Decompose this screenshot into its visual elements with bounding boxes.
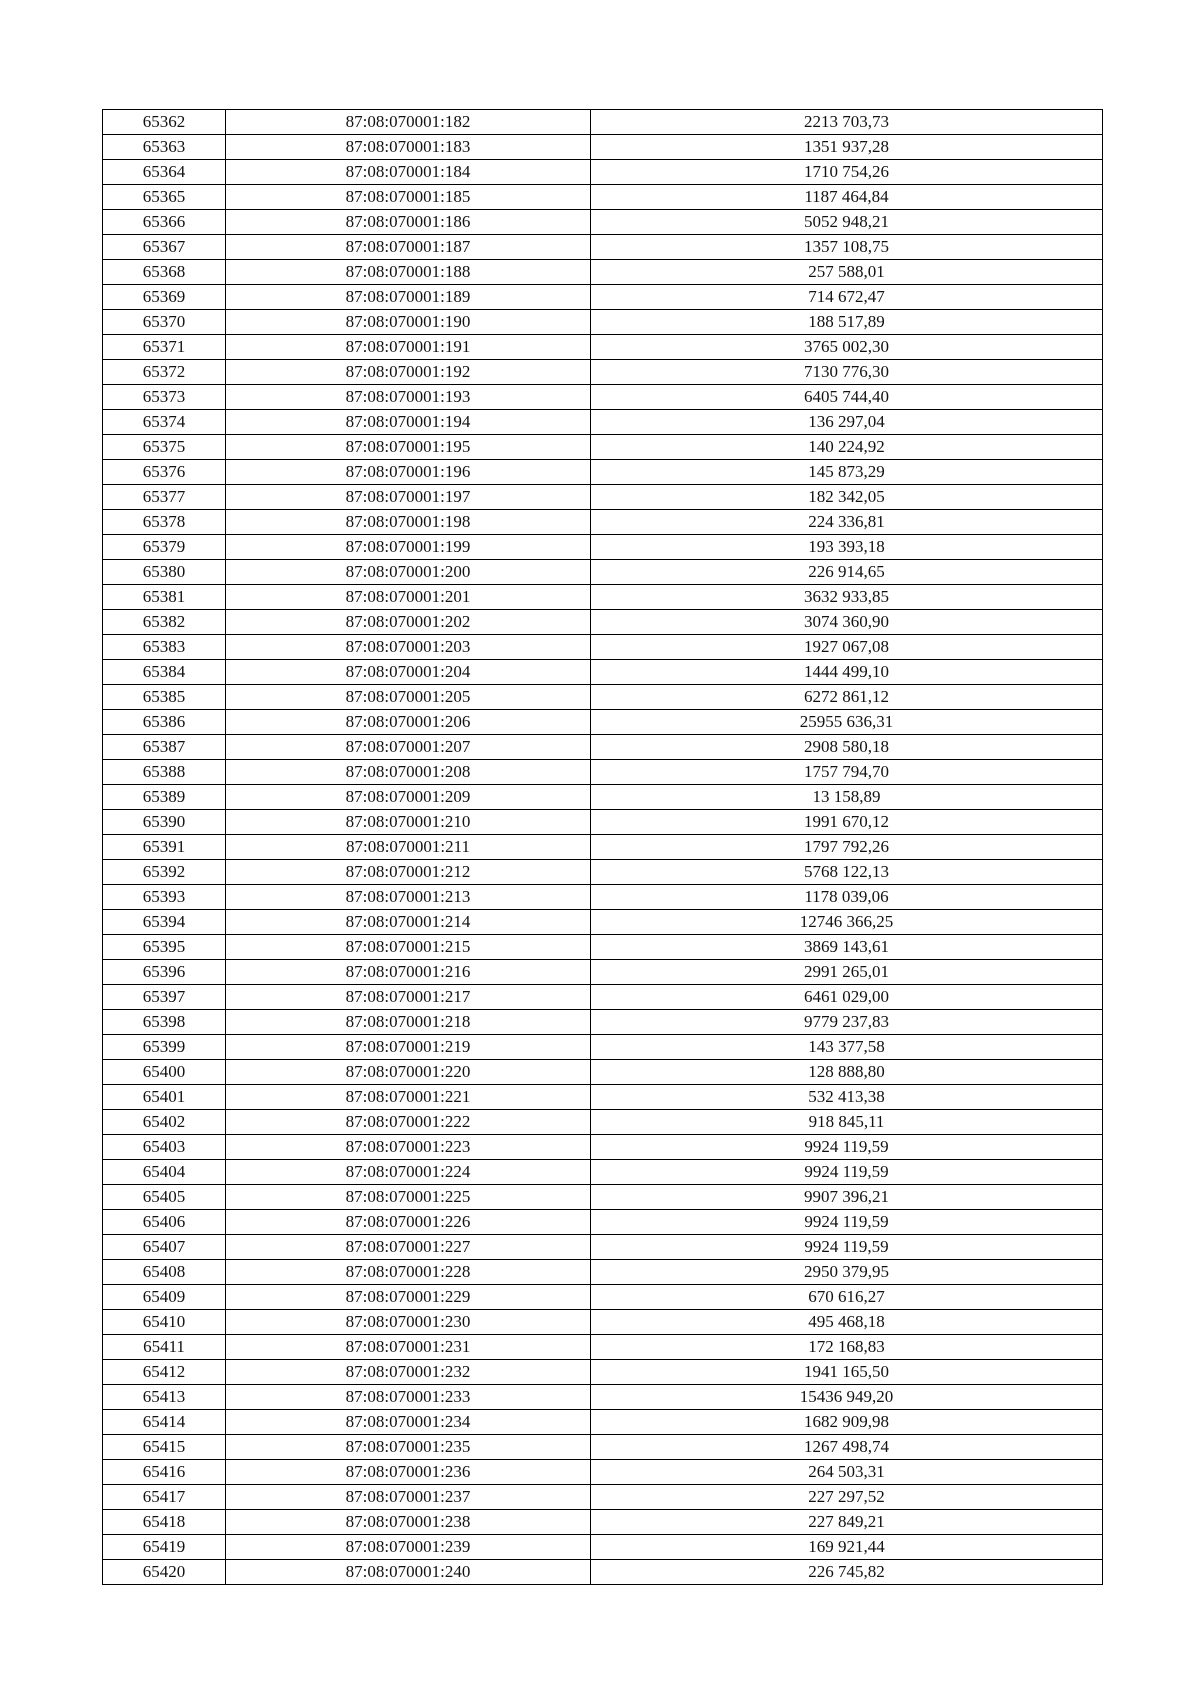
table-row	[103, 835, 1103, 860]
table-row	[103, 510, 1103, 535]
table-row	[103, 235, 1103, 260]
cadastral-number-cell: 87:08:070001:190	[226, 310, 591, 335]
cadastral-value-cell: 257 588,01	[591, 260, 1103, 285]
cadastral-value-cell: 224 336,81	[591, 510, 1103, 535]
row-number-cell: 65370	[103, 310, 226, 335]
table-row	[103, 810, 1103, 835]
cadastral-value-cell: 172 168,83	[591, 1335, 1103, 1360]
cadastral-value-cell: 145 873,29	[591, 460, 1103, 485]
table-row	[103, 135, 1103, 160]
row-number-cell: 65396	[103, 960, 226, 985]
cadastral-number-cell: 87:08:070001:205	[226, 685, 591, 710]
row-number-cell: 65417	[103, 1485, 226, 1510]
table-row	[103, 1485, 1103, 1510]
cadastral-value-cell: 9779 237,83	[591, 1010, 1103, 1035]
row-number-cell: 65384	[103, 660, 226, 685]
cadastral-number-cell: 87:08:070001:231	[226, 1335, 591, 1360]
row-number-cell: 65362	[103, 110, 226, 135]
cadastral-value-cell: 5768 122,13	[591, 860, 1103, 885]
cadastral-value-cell: 193 393,18	[591, 535, 1103, 560]
cadastral-number-cell: 87:08:070001:237	[226, 1485, 591, 1510]
cadastral-number-cell: 87:08:070001:200	[226, 560, 591, 585]
cadastral-value-cell: 532 413,38	[591, 1085, 1103, 1110]
table-row	[103, 485, 1103, 510]
table-row	[103, 885, 1103, 910]
row-number-cell: 65398	[103, 1010, 226, 1035]
cadastral-number-cell: 87:08:070001:234	[226, 1410, 591, 1435]
cadastral-value-cell: 1941 165,50	[591, 1360, 1103, 1385]
table-row	[103, 860, 1103, 885]
cadastral-value-cell: 1351 937,28	[591, 135, 1103, 160]
table-row	[103, 1135, 1103, 1160]
cadastral-number-cell: 87:08:070001:188	[226, 260, 591, 285]
cadastral-number-cell: 87:08:070001:212	[226, 860, 591, 885]
cadastral-number-cell: 87:08:070001:220	[226, 1060, 591, 1085]
cadastral-number-cell: 87:08:070001:193	[226, 385, 591, 410]
cadastral-number-cell: 87:08:070001:215	[226, 935, 591, 960]
table-row	[103, 110, 1103, 135]
row-number-cell: 65363	[103, 135, 226, 160]
row-number-cell: 65386	[103, 710, 226, 735]
cadastral-number-cell: 87:08:070001:207	[226, 735, 591, 760]
cadastral-value-cell: 1710 754,26	[591, 160, 1103, 185]
row-number-cell: 65380	[103, 560, 226, 585]
cadastral-number-cell: 87:08:070001:216	[226, 960, 591, 985]
cadastral-number-cell: 87:08:070001:229	[226, 1285, 591, 1310]
table-row	[103, 1160, 1103, 1185]
cadastral-number-cell: 87:08:070001:187	[226, 235, 591, 260]
row-number-cell: 65379	[103, 535, 226, 560]
row-number-cell: 65400	[103, 1060, 226, 1085]
cadastral-value-cell: 143 377,58	[591, 1035, 1103, 1060]
cadastral-value-cell: 1797 792,26	[591, 835, 1103, 860]
table-row	[103, 610, 1103, 635]
table-row	[103, 410, 1103, 435]
table-row	[103, 210, 1103, 235]
row-number-cell: 65376	[103, 460, 226, 485]
row-number-cell: 65406	[103, 1210, 226, 1235]
table-row	[103, 760, 1103, 785]
row-number-cell: 65394	[103, 910, 226, 935]
table-row	[103, 585, 1103, 610]
table-row	[103, 260, 1103, 285]
cadastral-number-cell: 87:08:070001:196	[226, 460, 591, 485]
row-number-cell: 65387	[103, 735, 226, 760]
table-row	[103, 735, 1103, 760]
table-row	[103, 985, 1103, 1010]
cadastral-value-cell: 2908 580,18	[591, 735, 1103, 760]
cadastral-value-cell: 9907 396,21	[591, 1185, 1103, 1210]
table-row	[103, 960, 1103, 985]
cadastral-value-cell: 9924 119,59	[591, 1235, 1103, 1260]
row-number-cell: 65399	[103, 1035, 226, 1060]
cadastral-number-cell: 87:08:070001:204	[226, 660, 591, 685]
table-row	[103, 635, 1103, 660]
table-row	[103, 1460, 1103, 1485]
cadastral-value-cell: 226 914,65	[591, 560, 1103, 585]
row-number-cell: 65418	[103, 1510, 226, 1535]
table-row	[103, 1510, 1103, 1535]
row-number-cell: 65378	[103, 510, 226, 535]
cadastral-number-cell: 87:08:070001:202	[226, 610, 591, 635]
cadastral-value-cell: 9924 119,59	[591, 1135, 1103, 1160]
row-number-cell: 65404	[103, 1160, 226, 1185]
cadastral-number-cell: 87:08:070001:223	[226, 1135, 591, 1160]
cadastral-value-cell: 2950 379,95	[591, 1260, 1103, 1285]
table-row	[103, 1360, 1103, 1385]
table-row	[103, 1235, 1103, 1260]
table-row	[103, 435, 1103, 460]
cadastral-number-cell: 87:08:070001:236	[226, 1460, 591, 1485]
cadastral-value-cell: 1357 108,75	[591, 235, 1103, 260]
cadastral-value-cell: 2213 703,73	[591, 110, 1103, 135]
cadastral-number-cell: 87:08:070001:224	[226, 1160, 591, 1185]
table-row	[103, 1060, 1103, 1085]
cadastral-number-cell: 87:08:070001:206	[226, 710, 591, 735]
row-number-cell: 65371	[103, 335, 226, 360]
table-row	[103, 1410, 1103, 1435]
table-body	[103, 110, 1103, 1585]
cadastral-number-cell: 87:08:070001:199	[226, 535, 591, 560]
cadastral-number-cell: 87:08:070001:197	[226, 485, 591, 510]
row-number-cell: 65416	[103, 1460, 226, 1485]
row-number-cell: 65364	[103, 160, 226, 185]
row-number-cell: 65395	[103, 935, 226, 960]
cadastral-value-cell: 1991 670,12	[591, 810, 1103, 835]
cadastral-value-cell: 226 745,82	[591, 1560, 1103, 1585]
cadastral-number-cell: 87:08:070001:233	[226, 1385, 591, 1410]
table-row	[103, 1385, 1103, 1410]
table-row	[103, 1010, 1103, 1035]
cadastral-number-cell: 87:08:070001:213	[226, 885, 591, 910]
row-number-cell: 65368	[103, 260, 226, 285]
cadastral-value-cell: 670 616,27	[591, 1285, 1103, 1310]
cadastral-number-cell: 87:08:070001:222	[226, 1110, 591, 1135]
cadastral-number-cell: 87:08:070001:230	[226, 1310, 591, 1335]
table-row	[103, 1085, 1103, 1110]
row-number-cell: 65419	[103, 1535, 226, 1560]
row-number-cell: 65401	[103, 1085, 226, 1110]
cadastral-number-cell: 87:08:070001:186	[226, 210, 591, 235]
cadastral-value-cell: 3074 360,90	[591, 610, 1103, 635]
row-number-cell: 65367	[103, 235, 226, 260]
row-number-cell: 65389	[103, 785, 226, 810]
table-row	[103, 385, 1103, 410]
cadastral-value-cell: 495 468,18	[591, 1310, 1103, 1335]
table-row	[103, 285, 1103, 310]
cadastral-value-cell: 1178 039,06	[591, 885, 1103, 910]
cadastral-value-cell: 6461 029,00	[591, 985, 1103, 1010]
cadastral-value-cell: 5052 948,21	[591, 210, 1103, 235]
row-number-cell: 65408	[103, 1260, 226, 1285]
cadastral-value-cell: 918 845,11	[591, 1110, 1103, 1135]
cadastral-number-cell: 87:08:070001:240	[226, 1560, 591, 1585]
cadastral-value-cell: 3765 002,30	[591, 335, 1103, 360]
cadastral-value-cell: 9924 119,59	[591, 1160, 1103, 1185]
cadastral-number-cell: 87:08:070001:239	[226, 1535, 591, 1560]
table-row	[103, 360, 1103, 385]
cadastral-number-cell: 87:08:070001:235	[226, 1435, 591, 1460]
cadastral-value-cell: 6405 744,40	[591, 385, 1103, 410]
cadastral-value-table	[102, 109, 1103, 1585]
row-number-cell: 65420	[103, 1560, 226, 1585]
table-row	[103, 185, 1103, 210]
cadastral-value-cell: 1187 464,84	[591, 185, 1103, 210]
cadastral-value-cell: 169 921,44	[591, 1535, 1103, 1560]
table-row	[103, 335, 1103, 360]
cadastral-value-cell: 3632 933,85	[591, 585, 1103, 610]
table-row	[103, 785, 1103, 810]
cadastral-value-cell: 12746 366,25	[591, 910, 1103, 935]
cadastral-number-cell: 87:08:070001:195	[226, 435, 591, 460]
cadastral-number-cell: 87:08:070001:232	[226, 1360, 591, 1385]
row-number-cell: 65393	[103, 885, 226, 910]
table-row	[103, 710, 1103, 735]
cadastral-number-cell: 87:08:070001:225	[226, 1185, 591, 1210]
row-number-cell: 65372	[103, 360, 226, 385]
cadastral-number-cell: 87:08:070001:210	[226, 810, 591, 835]
row-number-cell: 65392	[103, 860, 226, 885]
table-row	[103, 1210, 1103, 1235]
cadastral-number-cell: 87:08:070001:219	[226, 1035, 591, 1060]
cadastral-value-cell: 227 849,21	[591, 1510, 1103, 1535]
cadastral-number-cell: 87:08:070001:228	[226, 1260, 591, 1285]
row-number-cell: 65375	[103, 435, 226, 460]
table-row	[103, 310, 1103, 335]
cadastral-value-cell: 227 297,52	[591, 1485, 1103, 1510]
table-row	[103, 1285, 1103, 1310]
row-number-cell: 65374	[103, 410, 226, 435]
cadastral-value-cell: 15436 949,20	[591, 1385, 1103, 1410]
row-number-cell: 65409	[103, 1285, 226, 1310]
cadastral-number-cell: 87:08:070001:226	[226, 1210, 591, 1235]
table-row	[103, 935, 1103, 960]
cadastral-value-cell: 1927 067,08	[591, 635, 1103, 660]
cadastral-number-cell: 87:08:070001:238	[226, 1510, 591, 1535]
cadastral-value-cell: 136 297,04	[591, 410, 1103, 435]
row-number-cell: 65365	[103, 185, 226, 210]
row-number-cell: 65410	[103, 1310, 226, 1335]
row-number-cell: 65366	[103, 210, 226, 235]
cadastral-value-cell: 3869 143,61	[591, 935, 1103, 960]
row-number-cell: 65411	[103, 1335, 226, 1360]
cadastral-value-cell: 140 224,92	[591, 435, 1103, 460]
table-row	[103, 660, 1103, 685]
row-number-cell: 65405	[103, 1185, 226, 1210]
cadastral-value-cell: 182 342,05	[591, 485, 1103, 510]
cadastral-value-cell: 6272 861,12	[591, 685, 1103, 710]
row-number-cell: 65390	[103, 810, 226, 835]
cadastral-value-cell: 25955 636,31	[591, 710, 1103, 735]
table-row	[103, 160, 1103, 185]
row-number-cell: 65369	[103, 285, 226, 310]
cadastral-number-cell: 87:08:070001:198	[226, 510, 591, 535]
table-row	[103, 460, 1103, 485]
row-number-cell: 65407	[103, 1235, 226, 1260]
cadastral-number-cell: 87:08:070001:191	[226, 335, 591, 360]
cadastral-number-cell: 87:08:070001:184	[226, 160, 591, 185]
row-number-cell: 65415	[103, 1435, 226, 1460]
table-row	[103, 535, 1103, 560]
cadastral-value-cell: 1267 498,74	[591, 1435, 1103, 1460]
table-row	[103, 560, 1103, 585]
row-number-cell: 65391	[103, 835, 226, 860]
cadastral-value-cell: 188 517,89	[591, 310, 1103, 335]
cadastral-number-cell: 87:08:070001:209	[226, 785, 591, 810]
cadastral-value-cell: 2991 265,01	[591, 960, 1103, 985]
row-number-cell: 65382	[103, 610, 226, 635]
cadastral-number-cell: 87:08:070001:189	[226, 285, 591, 310]
table-row	[103, 1535, 1103, 1560]
cadastral-value-cell: 9924 119,59	[591, 1210, 1103, 1235]
row-number-cell: 65413	[103, 1385, 226, 1410]
row-number-cell: 65412	[103, 1360, 226, 1385]
row-number-cell: 65397	[103, 985, 226, 1010]
cadastral-number-cell: 87:08:070001:182	[226, 110, 591, 135]
table-row	[103, 1260, 1103, 1285]
table-row	[103, 1110, 1103, 1135]
table-row	[103, 1435, 1103, 1460]
cadastral-number-cell: 87:08:070001:227	[226, 1235, 591, 1260]
row-number-cell: 65385	[103, 685, 226, 710]
cadastral-value-cell: 13 158,89	[591, 785, 1103, 810]
table-row	[103, 1335, 1103, 1360]
table-row	[103, 1310, 1103, 1335]
cadastral-number-cell: 87:08:070001:218	[226, 1010, 591, 1035]
cadastral-number-cell: 87:08:070001:185	[226, 185, 591, 210]
row-number-cell: 65383	[103, 635, 226, 660]
cadastral-number-cell: 87:08:070001:208	[226, 760, 591, 785]
cadastral-value-cell: 128 888,80	[591, 1060, 1103, 1085]
cadastral-number-cell: 87:08:070001:192	[226, 360, 591, 385]
row-number-cell: 65414	[103, 1410, 226, 1435]
cadastral-value-cell: 264 503,31	[591, 1460, 1103, 1485]
cadastral-number-cell: 87:08:070001:214	[226, 910, 591, 935]
cadastral-number-cell: 87:08:070001:221	[226, 1085, 591, 1110]
row-number-cell: 65381	[103, 585, 226, 610]
table-row	[103, 1035, 1103, 1060]
cadastral-value-cell: 7130 776,30	[591, 360, 1103, 385]
row-number-cell: 65377	[103, 485, 226, 510]
row-number-cell: 65402	[103, 1110, 226, 1135]
row-number-cell: 65388	[103, 760, 226, 785]
cadastral-number-cell: 87:08:070001:183	[226, 135, 591, 160]
row-number-cell: 65403	[103, 1135, 226, 1160]
table-row	[103, 1560, 1103, 1585]
table-row	[103, 910, 1103, 935]
cadastral-number-cell: 87:08:070001:201	[226, 585, 591, 610]
cadastral-value-cell: 714 672,47	[591, 285, 1103, 310]
row-number-cell: 65373	[103, 385, 226, 410]
cadastral-value-cell: 1757 794,70	[591, 760, 1103, 785]
table-row	[103, 685, 1103, 710]
cadastral-number-cell: 87:08:070001:203	[226, 635, 591, 660]
cadastral-number-cell: 87:08:070001:211	[226, 835, 591, 860]
cadastral-value-cell: 1444 499,10	[591, 660, 1103, 685]
cadastral-number-cell: 87:08:070001:217	[226, 985, 591, 1010]
cadastral-number-cell: 87:08:070001:194	[226, 410, 591, 435]
cadastral-value-cell: 1682 909,98	[591, 1410, 1103, 1435]
table-row	[103, 1185, 1103, 1210]
